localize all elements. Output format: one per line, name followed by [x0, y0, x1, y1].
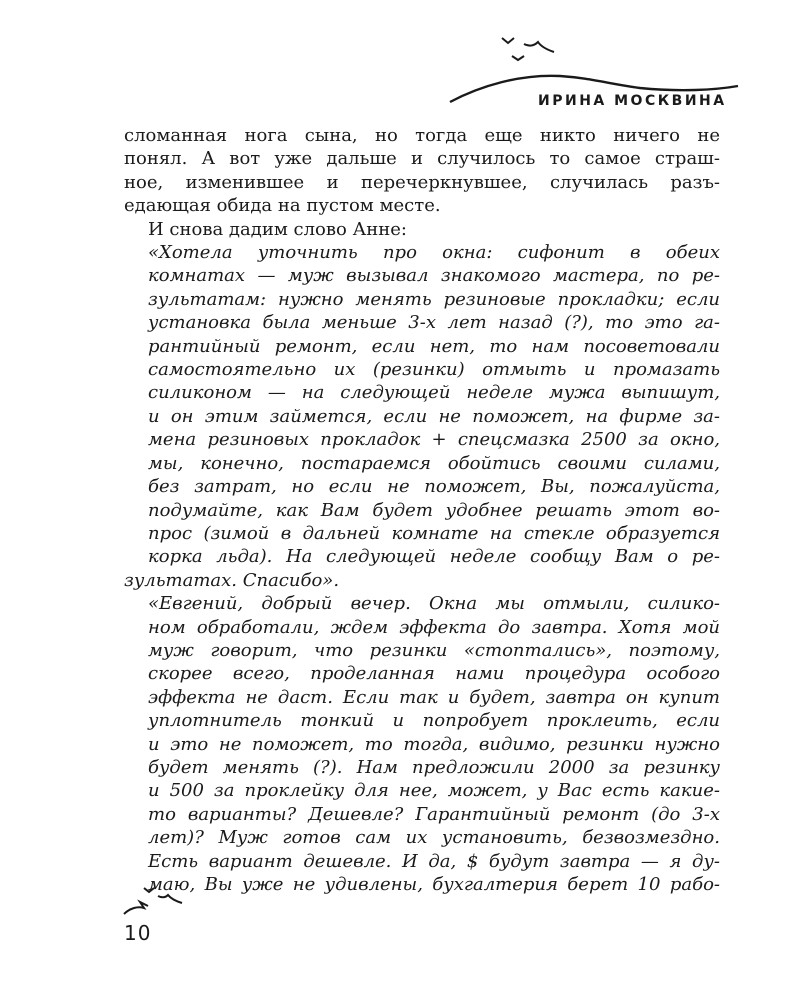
text-line: маю, Вы уже не удивлены, бухгалтерия берет 10 рабо- — [148, 874, 720, 895]
text-line: ное, изменившее и перечеркнувшее, случилась разъ- — [124, 171, 720, 193]
text-line: подумайте, как Вам будет удобнее решать этот во- — [148, 499, 720, 521]
text-line: мы, конечно, постараемся обойтись своими силами, — [148, 452, 720, 474]
text-line: Есть вариант дешевле. И да, $ будут завтра — я ду- — [148, 850, 720, 872]
paragraph-1 — [124, 124, 720, 194]
text-line: будет менять (?). Нам предложили 2000 за резинку — [148, 756, 720, 778]
text-line: лет)? Муж готов сам их установить, безвозмездно. — [148, 827, 720, 849]
swoosh-line — [124, 902, 148, 914]
paragraph-1-end — [124, 194, 720, 217]
text-line: установка была меньше 3-х лет назад (?), то это га- — [148, 312, 720, 334]
text-line: корка льда). На следующей неделе сообщу Вам о ре- — [148, 546, 720, 568]
author-running-head: ИРИНА МОСКВИНА — [538, 93, 727, 109]
text-line: комнатах — муж вызывал знакомого мастера, по ре- — [148, 265, 720, 287]
text-line: силиконом — на следующей неделе мужа выпишут, — [148, 382, 720, 404]
quote-1 — [124, 241, 720, 569]
body-text — [124, 124, 720, 896]
text-line: эффекта не даст. Если так и будет, завтра он купит — [148, 686, 720, 708]
text-line: то варианты? Дешевле? Гарантийный ремонт (до 3-х — [148, 803, 720, 825]
text-line: «Хотела уточнить про окна: сифонит в обеих — [148, 242, 720, 264]
text-line: и он этим займется, если не поможет, на фирме за- — [148, 405, 720, 427]
text-line: «Евгений, добрый вечер. Окна мы отмыли, силико- — [148, 593, 720, 615]
text-line: скорее всего, проделанная нами процедура особого — [148, 663, 720, 685]
text-line: самостоятельно их (резинки) отмыть и промазать — [148, 359, 720, 381]
text-line: и это не поможет, то тогда, видимо, резинки нужно — [148, 733, 720, 755]
text-line: мена резиновых прокладок + спецсмазка 2500 за окно, — [148, 429, 720, 451]
birds-footer-ornament — [118, 884, 198, 920]
text-line: зультатах. Спасибо». — [124, 569, 340, 591]
text-line: ном обработали, ждем эффекта до завтра. Хотя мой — [148, 616, 720, 638]
bird-icon — [144, 888, 154, 892]
text-line: понял. А вот уже дальше и случилось то самое страш- — [124, 148, 720, 170]
quote-2 — [124, 592, 720, 896]
bird-icon — [502, 38, 514, 43]
text-line: И снова дадим слово Анне: — [148, 218, 407, 240]
text-line: без затрат, но если не поможет, Вы, пожалуйста, — [148, 476, 720, 498]
bird-icon — [524, 42, 554, 52]
paragraph-2 — [124, 218, 720, 241]
text-line: рантийный ремонт, если нет, то нам посоветовали — [148, 335, 720, 357]
text-line: уплотнитель тонкий и попробует проклеить, если — [148, 710, 720, 732]
page-number: 10 — [124, 921, 152, 945]
text-line: зультатам: нужно менять резиновые прокладки; если — [148, 288, 720, 310]
bird-icon — [512, 56, 524, 60]
quote-1-end — [124, 569, 720, 592]
text-line: сломанная нога сына, но тогда еще никто ничего не — [124, 125, 720, 146]
text-line: муж говорит, что резинки «стоптались», поэтому, — [148, 639, 720, 661]
text-line: прос (зимой в дальней комнате на стекле образуется — [148, 522, 720, 544]
text-line: и 500 за проклейку для нее, может, у Вас есть какие- — [148, 780, 720, 802]
text-line: едающая обида на пустом месте. — [124, 195, 441, 217]
bird-icon — [158, 895, 182, 903]
